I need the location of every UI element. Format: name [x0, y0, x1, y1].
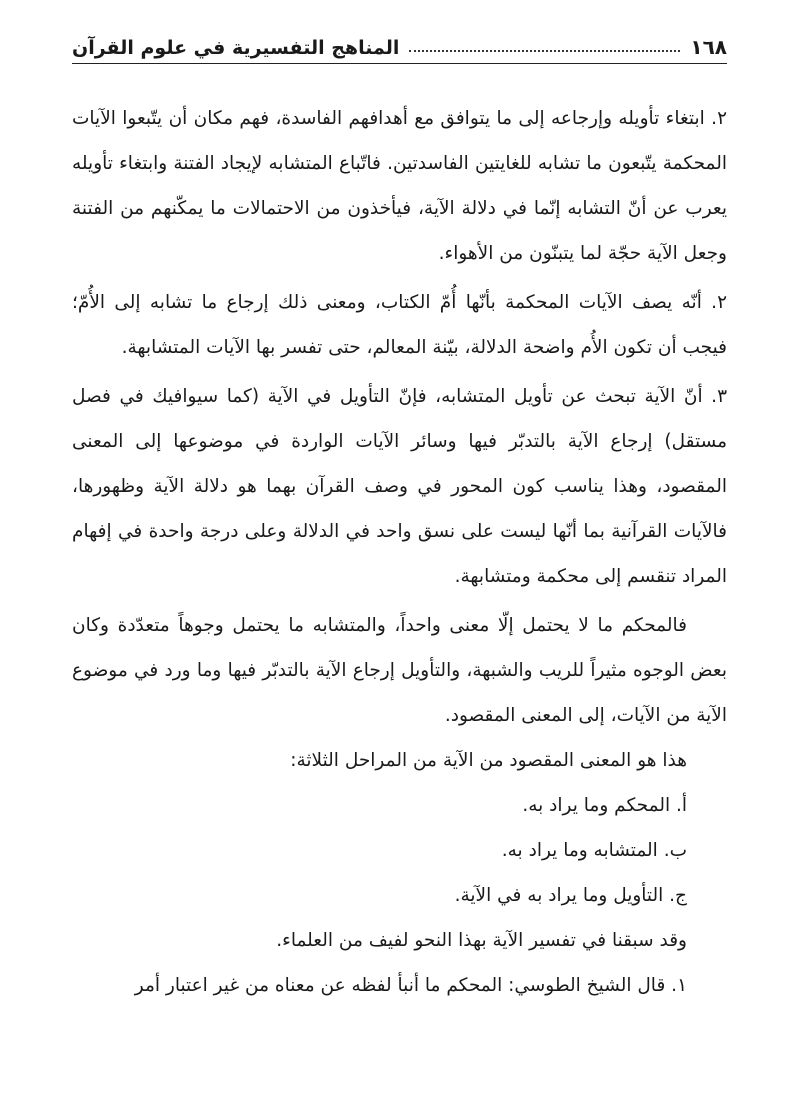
summary-closing-line: وقد سبقنا في تفسير الآية بهذا النحو لفيف من العلماء.	[276, 930, 687, 951]
running-title: المناهج التفسيرية في علوم القرآن	[72, 37, 400, 59]
page-body	[72, 96, 727, 1008]
list-item: ج. التأويل وما يراد به في الآية.	[454, 885, 687, 906]
paragraph: ٣. أنّ الآية تبحث عن تأويل المتشابه، فإنّ التأويل في الآية (كما سيوافيك في فصل مستقل) إرجاع الآية بالتدبّر فيها وسائر الآيات الواردة في موضوعها إلى المعنى المقصود، وهذا يناسب كون المحور في وصف القرآن بهما هو دلالة الآية وظهورها، فالآيات القرآنية بما أنّها ليست على نسق واحد في الدلالة وعلى درجة واحدة في إفهام المراد تنقسم إلى محكمة ومتشابهة.	[72, 386, 727, 587]
paragraph: ١. قال الشيخ الطوسي: المحكم ما أنبأ لفظه عن معناه من غير اعتبار أمر	[134, 975, 687, 996]
paragraph: ٢. أنّه يصف الآيات المحكمة بأنّها أُمّ الكتاب، ومعنى ذلك إرجاع ما تشابه إلى الأُمّ؛ فيجب أن تكون الأُم واضحة الدلالة، بيّنة المعالم، حتى تفسر بها الآيات المتشابهة.	[72, 292, 727, 358]
running-header	[72, 28, 727, 64]
paragraph: فالمحكم ما لا يحتمل إلّا معنى واحداً، والمتشابه ما يحتمل وجوهاً متعدّدة وكان بعض الوجوه مثيراً للريب والشبهة، والتأويل إرجاع الآية بالتدبّر فيها وما ورد في موضوع الآية من الآيات، إلى المعنى المقصود.	[72, 615, 727, 726]
paragraph: ٢. ابتغاء تأويله وإرجاعه إلى ما يتوافق مع أهدافهم الفاسدة، فهم مكان أن يتّبعوا الآيات المحكمة يتّبعون ما تشابه للغايتين الفاسدتين. فاتّباع المتشابه لإيجاد الفتنة وابتغاء تأويله يعرب عن أنّ التشابه إنّما في دلالة الآية، فيأخذون من الاحتمالات ما يمكّنهم من الفتنة وجعل الآية حجّة لما يتبنّون من الأهواء.	[72, 108, 727, 264]
list-item: ب. المتشابه وما يراد به.	[501, 840, 687, 861]
page-number: ١٦٨	[690, 35, 727, 59]
list-item: أ. المحكم وما يراد به.	[522, 795, 687, 816]
summary-intro-line: هذا هو المعنى المقصود من الآية من المراحل الثلاثة:	[290, 750, 687, 771]
header-dot-leader	[409, 49, 680, 52]
